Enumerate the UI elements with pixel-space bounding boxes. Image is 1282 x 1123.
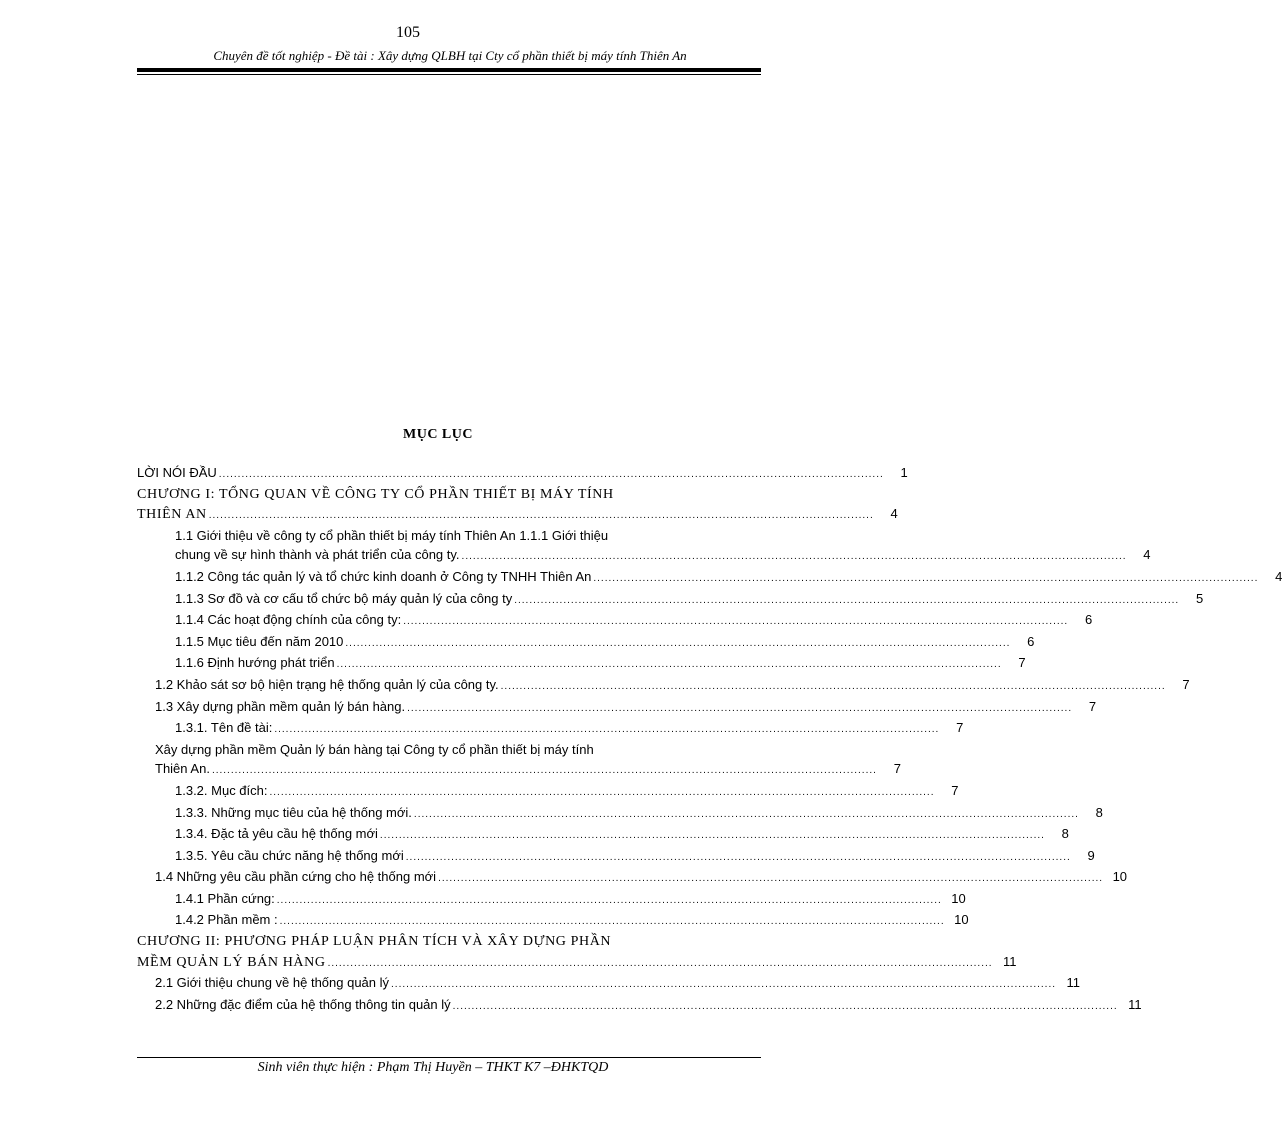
toc-entry-ten-de-tai[interactable] [137,740,901,781]
toc-entry-title: 1.2 Khảo sát sơ bộ hiện trạng hệ thống quản lý của công ty. [155,676,499,692]
toc-entry-title: 1.4.2 Phần mềm : [175,912,278,928]
toc-leader-dots: ................................................................................................................................................................................ [345,637,1011,649]
toc-leader-dots: ................................................................................................................................................................................ [327,957,993,969]
toc-entry-title: 2.2 Những đặc điểm của hệ thống thông tin quản lý [155,996,451,1012]
toc-entry-page: 11 [1066,975,1081,991]
toc-leader-dots: ................................................................................................................................................................................ [218,469,884,480]
toc-entry-title-line: CHƯƠNG I: TỔNG QUAN VỀ CÔNG TY CỔ PHẦN THIẾT BỊ MÁY TÍNH [137,486,614,502]
toc-entry-page: 10 [1112,869,1128,885]
toc-entry-title-line: CHƯƠNG II: PHƯƠNG PHÁP LUẬN PHÂN TÍCH VÀ XÂY DỰNG PHẦN [137,934,612,950]
toc-leader-dots: ................................................................................................................................................................................ [279,916,945,928]
toc-leader-dots: ................................................................................................................................................................................ [413,808,1079,820]
toc-entry-title: 1.4 Những yêu cầu phần cứng cho hệ thống mới [155,869,437,885]
toc-leader-dots: ................................................................................................................................................................................ [438,873,1104,885]
header-rule-thin [137,74,761,75]
toc-entry-title: chung về sự hình thành và phát triển của công ty. [175,547,460,563]
toc-entry-1-1-3[interactable] [137,589,1204,611]
toc-entry-title: MỀM QUẢN LÝ BÁN HÀNG [137,954,326,970]
toc-entry-page: 6 [1084,612,1093,628]
footer-text: Sinh viên thực hiện : Phạm Thị Huyền – THKT K7 –ĐHKTQD [257,1060,609,1075]
toc-entry-page: 9 [1087,847,1095,863]
toc-entry-1-1-2[interactable] [137,567,1282,589]
toc-entry-page: 7 [1182,676,1190,692]
toc-entry-page: 10 [951,890,966,906]
toc-leader-dots: ................................................................................................................................................................................ [276,894,942,906]
toc-entry-1-1-4[interactable] [137,610,1093,632]
toc-leader-dots: ................................................................................................................................................................................ [336,659,1002,671]
toc-entry-1-3-2[interactable] [137,781,959,803]
page-number: 105 [396,24,420,41]
toc-entry-title: 1.3.1. Tên đề tài: [175,720,273,736]
table-of-contents [137,463,1282,1016]
toc-entry-page: 8 [1095,804,1103,820]
toc-entry-title: THIÊN AN [137,507,207,523]
toc-entry-1-1[interactable] [137,526,1151,567]
toc-leader-dots: ................................................................................................................................................................................ [403,616,1069,628]
toc-entry-page: 11 [1003,953,1017,969]
toc-entry-page: 6 [1027,633,1035,649]
toc-entry-chuong-2[interactable] [137,932,1017,973]
toc-entry-1-3[interactable] [137,697,1097,719]
toc-leader-dots: ................................................................................................................................................................................ [405,851,1071,863]
header-title: Chuyên đề tốt nghiệp - Đề tài : Xây dựng QLBH tại Cty cổ phần thiết bị máy tính Thiên An [213,48,687,63]
toc-entry-title: 1.1.6 Định hướng phát triển [175,655,335,671]
toc-entry-title: 1.3 Xây dựng phần mềm quản lý bán hàng. [155,698,406,714]
toc-entry-page: 5 [1195,590,1204,606]
toc-leader-dots: ................................................................................................................................................................................ [407,702,1073,714]
toc-entry-title: 1.3.2. Mục đích: [175,782,268,798]
toc-entry-title: 1.1.4 Các hoạt động chính của công ty: [175,612,402,628]
toc-leader-dots: ................................................................................................................................................................................ [514,594,1180,606]
toc-leader-dots: ................................................................................................................................................................................ [461,551,1127,563]
toc-entry-title: 1.4.1 Phần cứng: [175,890,275,906]
toc-leader-dots: ................................................................................................................................................................................ [391,979,1057,991]
toc-entry-1-4-1[interactable] [137,889,966,911]
toc-entry-page: 7 [956,720,964,736]
footer-rule [137,1057,761,1058]
toc-entry-1-2[interactable] [137,675,1190,697]
toc-entry-2-2[interactable] [137,995,1142,1017]
toc-entry-title: 2.1 Giới thiệu chung về hệ thống quản lý [155,975,390,991]
toc-entry-page: 8 [1061,826,1069,842]
toc-entry-page: 1 [900,465,908,480]
toc-entry-page: 11 [1128,996,1142,1012]
toc-leader-dots: ................................................................................................................................................................................ [208,510,874,522]
toc-leader-dots: ................................................................................................................................................................................ [379,830,1045,842]
toc-entry-1-3-5[interactable] [137,846,1095,868]
toc-entry-title: Thiên An. [155,761,210,777]
toc-entry-page: 7 [1088,698,1097,714]
toc-entry-title-line: 1.1 Giới thiệu về công ty cổ phần thiết bị máy tính Thiên An 1.1.1 Giới thiệu [175,527,609,543]
toc-entry-title: 1.3.4. Đặc tả yêu cầu hệ thống mới [175,826,378,842]
toc-leader-dots: ................................................................................................................................................................................ [274,724,940,736]
toc-leader-dots: ................................................................................................................................................................................ [452,1000,1118,1012]
toc-entry-page: 4 [1275,568,1282,584]
toc-entry-title: LỜI NÓI ĐẦU [137,465,217,480]
toc-entry-page: 4 [1143,547,1151,563]
toc-entry-page: 7 [1018,655,1026,671]
toc-entry-title: 1.3.3. Những mục tiêu của hệ thống mới. [175,804,412,820]
toc-entry-1-1-6[interactable] [137,653,1026,675]
toc-leader-dots: ................................................................................................................................................................................ [211,765,877,777]
toc-entry-chuong-1[interactable] [137,485,898,526]
toc-leader-dots: ................................................................................................................................................................................ [593,572,1259,584]
toc-entry-1-4[interactable] [137,867,1128,889]
toc-entry-title-line: Xây dựng phần mềm Quản lý bán hàng tại Công ty cổ phần thiết bị máy tính [155,741,594,757]
toc-entry-title: 1.1.3 Sơ đồ và cơ cấu tổ chức bộ máy quản lý của công ty [175,590,513,606]
toc-entry-title: 1.3.5. Yêu cầu chức năng hệ thống mới [175,847,404,863]
toc-entry-page: 4 [890,506,898,522]
toc-entry-1-1-5[interactable] [137,632,1035,654]
toc-entry-page: 10 [954,912,969,928]
toc-entry-title: 1.1.5 Mục tiêu đến năm 2010 [175,633,344,649]
header-rule-thick [137,68,761,72]
toc-heading: MỤC LỤC [403,427,473,442]
toc-entry-page: 7 [951,782,959,798]
toc-entry-1-3-4[interactable] [137,824,1069,846]
toc-entry-1-4-2[interactable] [137,910,969,932]
toc-entry-1-3-1[interactable] [137,718,964,740]
toc-entry-loi-noi-dau[interactable] [137,463,908,485]
toc-entry-page: 7 [893,761,901,777]
toc-leader-dots: ................................................................................................................................................................................ [500,680,1166,692]
toc-entry-1-3-3[interactable] [137,803,1103,825]
toc-leader-dots: ................................................................................................................................................................................ [269,786,935,798]
toc-entry-title: 1.1.2 Công tác quản lý và tổ chức kinh doanh ở Công ty TNHH Thiên An [175,568,592,584]
toc-entry-2-1[interactable] [137,973,1081,995]
